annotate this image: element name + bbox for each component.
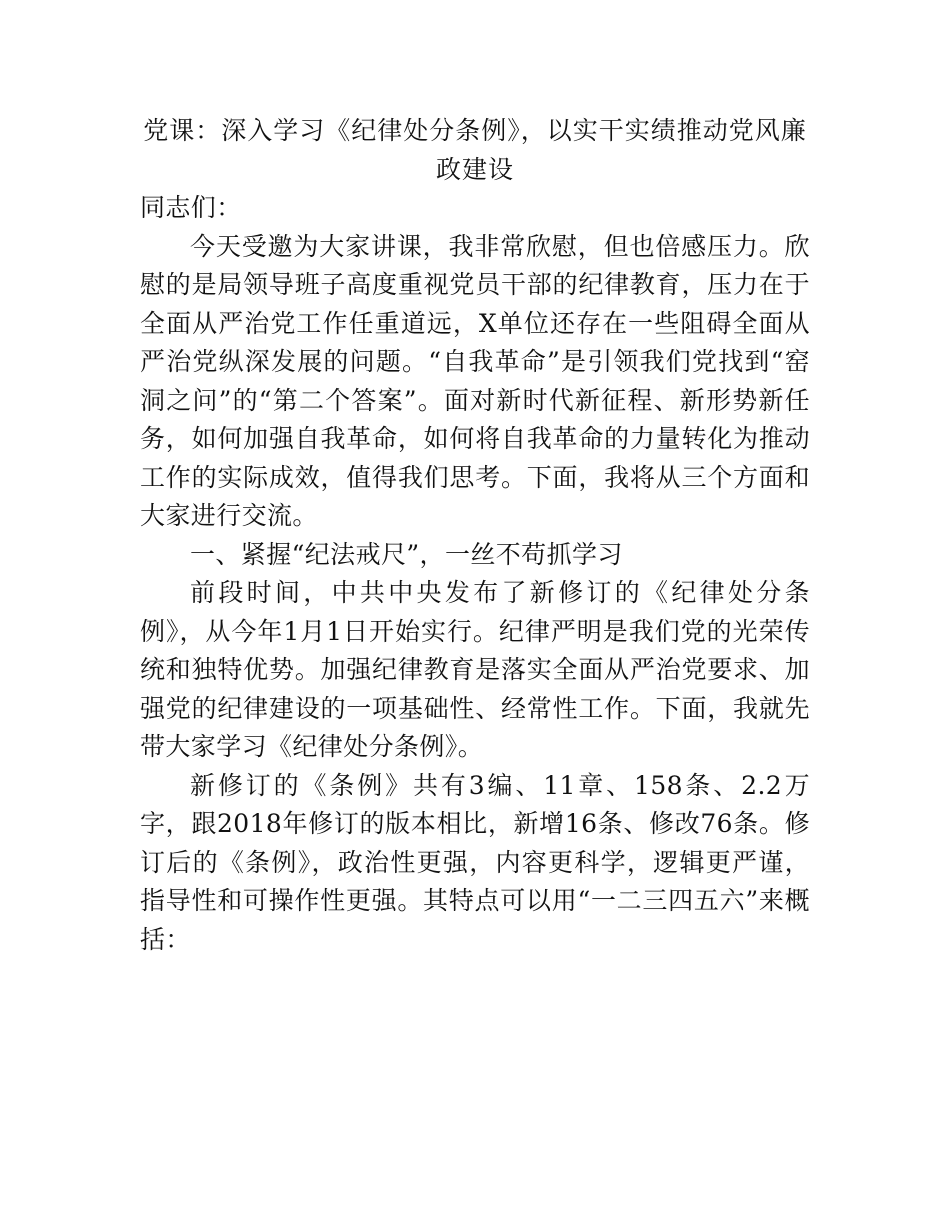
section-paragraph: 前段时间，中共中央发布了新修订的《纪律处分条例》，从今年1月1日开始实行。纪律严明是我们党的光荣传统和独特优势。加强纪律教育是落实全面从严治党要求、加强党的纪律建设的一项基础性、经常性工作。下面，我就先带大家学习《纪律处分条例》。 xyxy=(140,578,810,761)
document-title: 党课：深入学习《纪律处分条例》，以实干实绩推动党风廉政建设 xyxy=(143,116,807,184)
section-paragraph: 新修订的《条例》共有3编、11章、158条、2.2万字，跟2018年修订的版本相比，新增16条、修改76条。修订后的《条例》，政治性更强，内容更科学，逻辑更严谨，指导性和可操作性更强。其特点可以用“一二三四五六”来概括： xyxy=(140,770,810,954)
document-body xyxy=(140,112,810,959)
intro-paragraph: 今天受邀为大家讲课，我非常欣慰，但也倍感压力。欣慰的是局领导班子高度重视党员干部的纪律教育，压力在于全面从严治党工作任重道远，X单位还存在一些阻碍全面从严治党纵深发展的问题。“自我革命”是引领我们党找到“窑洞之问”的“第二个答案”。面对新时代新征程、新形势新任务，如何加强自我革命，如何将自我革命的力量转化为推动工作的实际成效，值得我们思考。下面，我将从三个方面和大家进行交流。 xyxy=(140,231,810,530)
section-heading: 一、紧握“纪法戒尺”，一丝不苟抓学习 xyxy=(190,539,623,569)
salutation: 同志们： xyxy=(140,193,242,222)
